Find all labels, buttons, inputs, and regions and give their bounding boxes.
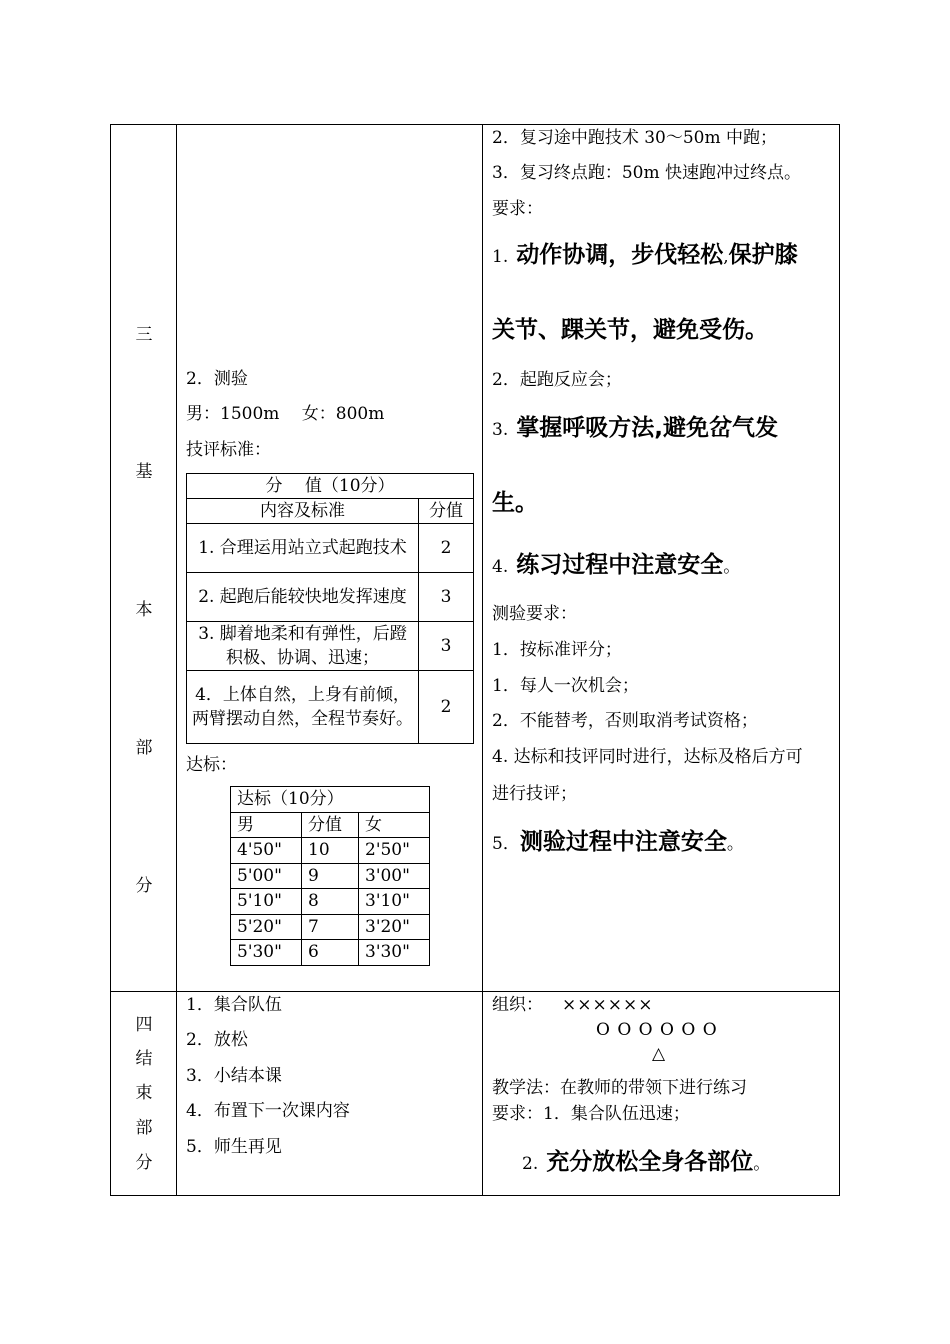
section3-char: 部 xyxy=(135,738,153,758)
criteria-row-score: 3 xyxy=(419,622,474,671)
requirement-3-cont: 生。 xyxy=(492,490,538,516)
standard-cell: 7 xyxy=(302,914,359,940)
standard-cell: 2'50" xyxy=(359,838,430,864)
standard-cell: 3'10" xyxy=(359,889,430,915)
gender-distance: 男：1500m 女：800m xyxy=(186,404,385,424)
criteria-table xyxy=(186,473,474,744)
section4-char: 结 xyxy=(135,1049,153,1069)
section4-char: 四 xyxy=(135,1015,153,1035)
criteria-row-score: 2 xyxy=(419,524,474,573)
criteria-header-content: 内容及标准 xyxy=(187,499,419,524)
standard-cell: 9 xyxy=(302,863,359,889)
test-requirement-label: 测验要求： xyxy=(492,604,577,624)
column-divider-2 xyxy=(482,124,483,1196)
table-top-border xyxy=(110,124,840,125)
requirement-3: 3. 掌握呼吸方法,避免岔气发 xyxy=(492,415,778,441)
table-left-border xyxy=(110,124,111,1196)
requirement-2: 2．起跑反应会； xyxy=(492,370,622,390)
table-bottom-border xyxy=(110,1195,840,1196)
test-requirement-1: 1．按标准评分； xyxy=(492,640,622,660)
organization-crosses: ×××××× xyxy=(562,995,654,1015)
criteria-row-score: 2 xyxy=(419,671,474,744)
requirement-4: 4. 练习过程中注意安全。 xyxy=(492,552,741,578)
standard-cell: 6 xyxy=(302,940,359,966)
criteria-table-title: 分 值（10分） xyxy=(187,474,474,499)
standard-cell: 5'10" xyxy=(231,889,302,915)
standard-cell: 5'20" xyxy=(231,914,302,940)
review-line-1: 2．复习途中跑技术 30～50m 中跑； xyxy=(492,128,778,148)
standard-label: 达标： xyxy=(186,755,237,775)
section-divider xyxy=(110,991,840,992)
criteria-row-content: 1. 合理运用站立式起跑技术 xyxy=(187,524,419,573)
section3-char: 分 xyxy=(135,876,153,896)
standard-cell: 8 xyxy=(302,889,359,915)
requirement-1-cont: 关节、踝关节，避免受伤。 xyxy=(492,317,768,343)
test-heading: 2．测验 xyxy=(186,369,248,389)
standard-cell: 5'30" xyxy=(231,940,302,966)
criteria-row-score: 3 xyxy=(419,573,474,622)
column-divider-1 xyxy=(176,124,177,1196)
closing-item: 3．小结本课 xyxy=(186,1066,282,1086)
criteria-row-content: 4．上体自然，上身有前倾，两臂摆动自然，全程节奏好。 xyxy=(187,671,419,744)
organization-label: 组织： xyxy=(492,995,543,1015)
closing-item: 5．师生再见 xyxy=(186,1137,282,1157)
test-requirement-5: 5．测验过程中注意安全。 xyxy=(492,829,744,855)
standard-cell: 4'50" xyxy=(231,838,302,864)
test-requirement-4-cont: 进行技评； xyxy=(492,784,577,804)
closing-requirement-1: 要求：1．集合队伍迅速； xyxy=(492,1104,690,1124)
section4-char: 束 xyxy=(135,1083,153,1103)
requirement-1: 1. 动作协调，步伐轻松,保护膝 xyxy=(492,242,798,268)
teaching-method: 教学法：在教师的带领下进行练习 xyxy=(492,1078,747,1098)
table-right-border xyxy=(839,124,840,1196)
test-requirement-4: 4. 达标和技评同时进行，达标及格后方可 xyxy=(492,747,803,767)
standard-cell: 3'30" xyxy=(359,940,430,966)
standard-cell: 5'00" xyxy=(231,863,302,889)
criteria-header-score: 分值 xyxy=(419,499,474,524)
closing-requirement-2: 2. 充分放松全身各部位。 xyxy=(522,1149,771,1175)
criteria-label: 技评标准： xyxy=(186,440,271,460)
standard-table xyxy=(230,786,430,966)
section3-char: 三 xyxy=(135,325,153,345)
test-requirement-2: 1．每人一次机会； xyxy=(492,676,639,696)
standard-table-title: 达标（10分） xyxy=(231,787,430,813)
standard-cell: 3'20" xyxy=(359,914,430,940)
standard-header-male: 男 xyxy=(231,812,302,838)
standard-header-female: 女 xyxy=(359,812,430,838)
section4-char: 分 xyxy=(135,1153,153,1173)
criteria-row-content: 2. 起跑后能较快地发挥速度 xyxy=(187,573,419,622)
closing-item: 1．集合队伍 xyxy=(186,995,282,1015)
test-requirement-3: 2．不能替考，否则取消考试资格； xyxy=(492,711,758,731)
teacher-triangle-icon: △ xyxy=(652,1044,666,1064)
section3-char: 本 xyxy=(135,600,153,620)
organization-circles: O O O O O O xyxy=(596,1020,718,1040)
review-line-2: 3．复习终点跑：50m 快速跑冲过终点。 xyxy=(492,163,801,183)
standard-cell: 10 xyxy=(302,838,359,864)
closing-item: 4．布置下一次课内容 xyxy=(186,1101,350,1121)
closing-item: 2．放松 xyxy=(186,1030,248,1050)
requirement-label: 要求： xyxy=(492,199,543,219)
section4-char: 部 xyxy=(135,1118,153,1138)
standard-cell: 3'00" xyxy=(359,863,430,889)
criteria-row-content: 3. 脚着地柔和有弹性，后蹬积极、协调、迅速； xyxy=(187,622,419,671)
section3-char: 基 xyxy=(135,462,153,482)
standard-header-score: 分值 xyxy=(302,812,359,838)
